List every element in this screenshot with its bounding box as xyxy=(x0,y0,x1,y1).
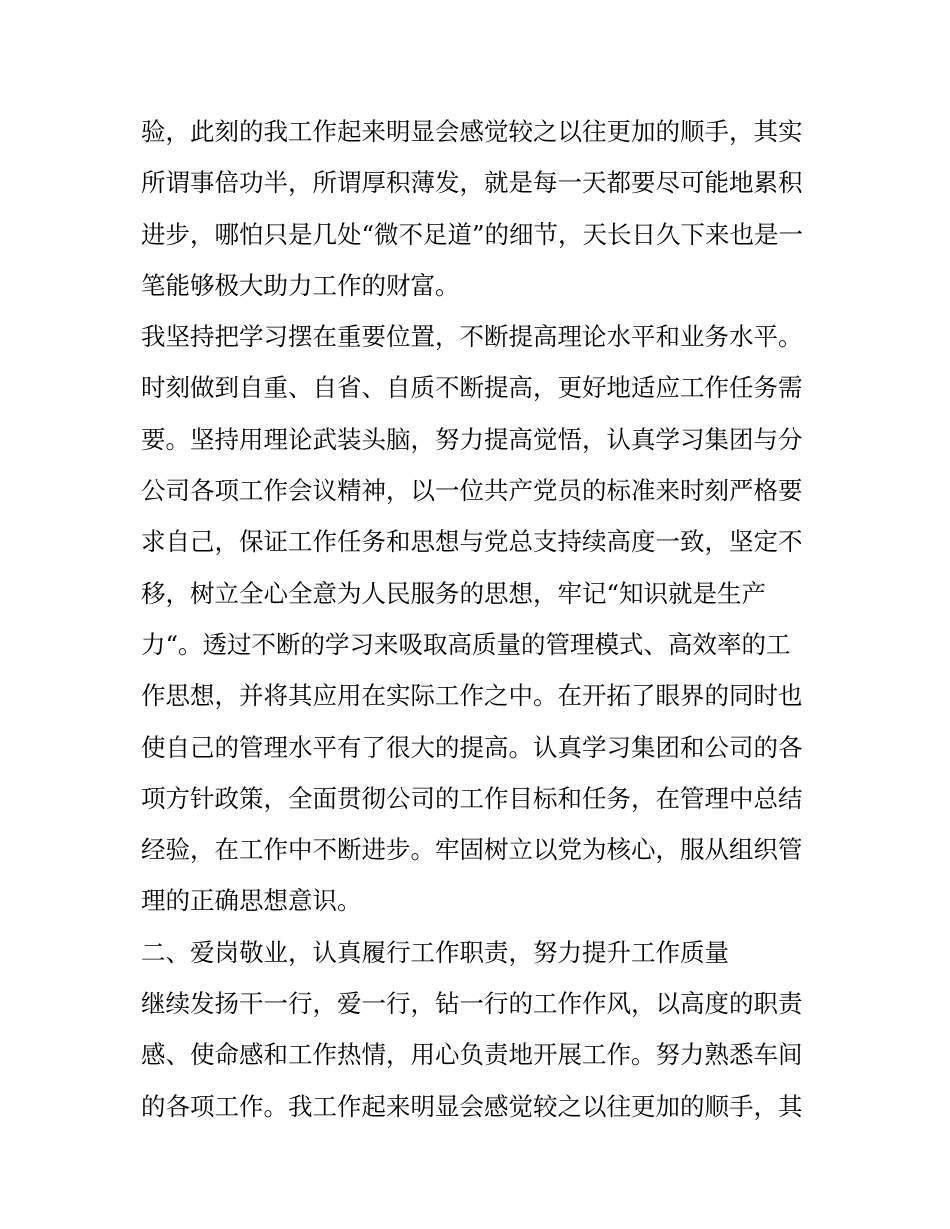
text-line: 验，此刻的我工作起来明显会感觉较之以往更加的顺手，其实 xyxy=(141,117,803,146)
text-line: 项方针政策，全面贯彻公司的工作目标和任务，在管理中总结 xyxy=(141,783,803,813)
text-line: 进步，哪怕只是几处“微不足道”的细节，天长日久下来也是一 xyxy=(141,219,804,249)
text-line: 的各项工作。我工作起来明显会感觉较之以往更加的顺手，其 xyxy=(141,1091,803,1121)
document-body xyxy=(141,106,821,1132)
text-line: 理的正确思想意识。 xyxy=(141,886,362,916)
text-line: 继续发扬干一行，爱一行，钻一行的工作作风，以高度的职责 xyxy=(141,989,803,1019)
text-line: 力“。透过不断的学习来吸取高质量的管理模式、高效率的工 xyxy=(141,629,791,659)
text-line: 要。坚持用理论武装头脑，努力提高觉悟，认真学习集团与分 xyxy=(141,424,803,454)
text-line: 感、使命感和工作热情，用心负责地开展工作。努力熟悉车间 xyxy=(141,1040,803,1070)
section-heading: 二、爱岗敬业，认真履行工作职责，努力提升工作质量 xyxy=(141,937,729,967)
text-line: 所谓事倍功半，所谓厚积薄发，就是每一天都要尽可能地累积 xyxy=(141,168,803,198)
text-line: 时刻做到自重、自省、自质不断提高，更好地适应工作任务需 xyxy=(141,373,803,403)
text-line: 使自己的管理水平有了很大的提高。认真学习集团和公司的各 xyxy=(141,732,803,762)
text-line: 公司各项工作会议精神，以一位共产党员的标准来时刻严格要 xyxy=(141,476,803,506)
text-line: 笔能够极大助力工作的财富。 xyxy=(141,270,460,300)
text-line: 经验，在工作中不断进步。牢固树立以党为核心，服从组织管 xyxy=(141,835,803,865)
text-line: 求自己，保证工作任务和思想与党总支持续高度一致，坚定不 xyxy=(141,527,803,557)
text-line: 移，树立全心全意为人民服务的思想，牢记“知识就是生产 xyxy=(141,578,767,608)
text-line: 我坚持把学习摆在重要位置，不断提高理论水平和业务水平。 xyxy=(141,322,803,352)
text-line: 作思想，并将其应用在实际工作之中。在开拓了眼界的同时也 xyxy=(141,681,803,711)
